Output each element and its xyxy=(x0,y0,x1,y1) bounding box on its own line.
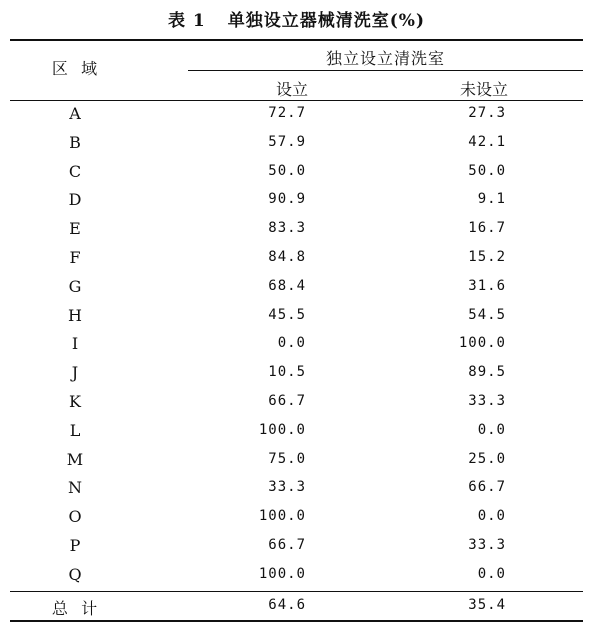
not-set-up-cell: 33.3 xyxy=(468,537,506,553)
table-row xyxy=(0,332,593,358)
group-header-rule xyxy=(188,70,583,71)
not-set-up-cell: 50.0 xyxy=(468,162,506,179)
not-set-up-cell: 0.0 xyxy=(477,421,506,438)
region-cell: A xyxy=(69,104,81,123)
total-label: 总 计 xyxy=(51,599,99,618)
table-row xyxy=(0,217,593,243)
region-cell: H xyxy=(68,305,82,325)
region-cell: I xyxy=(71,334,79,354)
table-row xyxy=(0,448,593,474)
table-row xyxy=(0,246,593,272)
not-set-up-cell: 89.5 xyxy=(468,364,506,381)
not-set-up-cell: 54.5 xyxy=(468,306,506,323)
region-cell: L xyxy=(69,420,81,440)
set-up-cell: 45.5 xyxy=(268,306,306,323)
set-up-cell: 33.3 xyxy=(268,479,306,496)
header-not-set-up: 未设立 xyxy=(459,80,508,99)
region-cell: K xyxy=(69,392,81,411)
region-cell: O xyxy=(68,507,82,527)
total-rule xyxy=(10,591,583,592)
set-up-cell: 100.0 xyxy=(258,421,306,438)
header-set-up: 设立 xyxy=(275,80,308,99)
header-region: 区 域 xyxy=(51,59,99,78)
region-cell: B xyxy=(69,132,81,152)
total-not-set-up: 35.4 xyxy=(468,597,506,613)
region-cell: D xyxy=(68,190,82,210)
header-group: 独立设立清洗室 xyxy=(325,49,445,68)
not-set-up-cell: 42.1 xyxy=(468,133,506,150)
set-up-cell: 50.0 xyxy=(268,162,306,179)
set-up-cell: 90.9 xyxy=(268,191,306,208)
region-cell: C xyxy=(68,161,82,181)
table-title: 单独设立器械清洗室(%) xyxy=(227,11,425,31)
set-up-cell: 68.4 xyxy=(268,277,306,294)
not-set-up-cell: 0.0 xyxy=(477,565,506,582)
region-cell: J xyxy=(71,363,79,383)
set-up-cell: 84.8 xyxy=(268,249,306,265)
table-row xyxy=(0,505,593,531)
region-cell: F xyxy=(69,248,81,267)
bottom-rule xyxy=(10,620,583,622)
top-rule xyxy=(10,39,583,41)
table-row xyxy=(0,131,593,157)
region-cell: P xyxy=(69,536,81,555)
table-row xyxy=(0,563,593,589)
set-up-cell: 66.7 xyxy=(268,393,306,409)
not-set-up-cell: 0.0 xyxy=(477,508,506,525)
set-up-cell: 100.0 xyxy=(258,565,306,582)
set-up-cell: 72.7 xyxy=(268,105,306,121)
table-row xyxy=(0,102,593,128)
header-rule xyxy=(10,100,583,101)
not-set-up-cell: 66.7 xyxy=(468,479,506,496)
total-row xyxy=(0,594,593,620)
table-row xyxy=(0,390,593,416)
set-up-cell: 10.5 xyxy=(268,364,306,381)
region-cell: M xyxy=(66,449,84,469)
table-caption xyxy=(0,6,593,31)
not-set-up-cell: 15.2 xyxy=(468,249,506,265)
table-row xyxy=(0,419,593,445)
region-cell: E xyxy=(69,219,81,239)
region-cell: Q xyxy=(68,564,82,584)
not-set-up-cell: 33.3 xyxy=(468,393,506,409)
set-up-cell: 66.7 xyxy=(268,537,306,553)
set-up-cell: 75.0 xyxy=(268,450,306,467)
table-row xyxy=(0,361,593,387)
region-cell: N xyxy=(68,478,82,498)
total-set-up: 64.6 xyxy=(268,597,306,613)
table-row xyxy=(0,188,593,214)
table-row xyxy=(0,275,593,301)
not-set-up-cell: 25.0 xyxy=(468,450,506,467)
not-set-up-cell: 16.7 xyxy=(468,220,506,237)
set-up-cell: 57.9 xyxy=(268,133,306,150)
set-up-cell: 83.3 xyxy=(268,220,306,237)
set-up-cell: 0.0 xyxy=(277,335,306,352)
table-row xyxy=(0,160,593,186)
region-cell: G xyxy=(68,276,82,296)
table-row xyxy=(0,534,593,560)
table-row xyxy=(0,304,593,330)
table-number: 表 1 xyxy=(168,11,206,31)
not-set-up-cell: 31.6 xyxy=(468,277,506,294)
not-set-up-cell: 9.1 xyxy=(477,191,506,208)
not-set-up-cell: 100.0 xyxy=(458,335,506,352)
table-row xyxy=(0,476,593,502)
not-set-up-cell: 27.3 xyxy=(468,105,506,121)
set-up-cell: 100.0 xyxy=(258,508,306,525)
